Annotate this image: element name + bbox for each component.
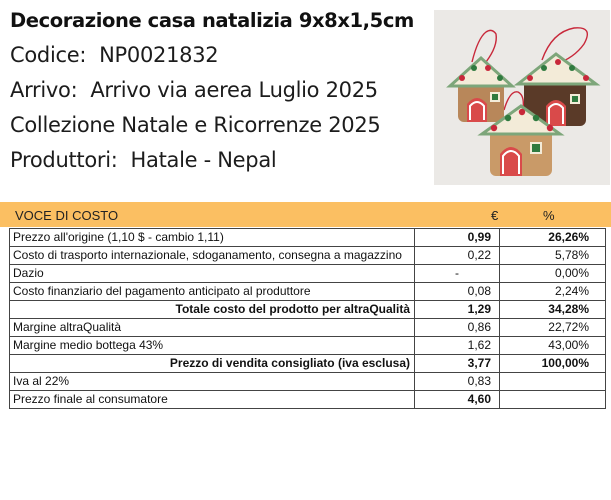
table-row bbox=[10, 247, 606, 265]
table-row bbox=[10, 283, 606, 301]
row-eur: 0,99 bbox=[415, 229, 500, 247]
cost-table bbox=[9, 228, 606, 409]
row-label: Dazio bbox=[10, 265, 415, 283]
code-value: NP0021832 bbox=[99, 43, 219, 67]
row-pct: 43,00% bbox=[500, 337, 606, 355]
product-photo bbox=[434, 10, 610, 185]
row-eur: 3,77 bbox=[415, 355, 500, 373]
table-header-band bbox=[0, 202, 611, 227]
row-label: Prezzo di vendita consigliato (iva esclusa) bbox=[10, 355, 415, 373]
row-label: Costo finanziario del pagamento anticipato al produttore bbox=[10, 283, 415, 301]
table-row bbox=[10, 229, 606, 247]
row-pct: 22,72% bbox=[500, 319, 606, 337]
header-voce: VOCE DI COSTO bbox=[15, 208, 119, 223]
row-eur: 0,08 bbox=[415, 283, 500, 301]
row-eur: 0,22 bbox=[415, 247, 500, 265]
header-pct: % bbox=[543, 208, 555, 223]
row-label: Prezzo all'origine (1,10 $ - cambio 1,11) bbox=[10, 229, 415, 247]
table-row-total-cost bbox=[10, 301, 606, 319]
row-pct bbox=[500, 373, 606, 391]
arrival-row bbox=[10, 78, 378, 102]
row-eur: - bbox=[415, 265, 500, 283]
row-label: Totale costo del prodotto per altraQualità bbox=[10, 301, 415, 319]
header-eur: € bbox=[491, 208, 499, 223]
row-pct bbox=[500, 391, 606, 409]
table-row bbox=[10, 265, 606, 283]
producers-row bbox=[10, 148, 276, 172]
row-label: Margine medio bottega 43% bbox=[10, 337, 415, 355]
row-pct: 5,78% bbox=[500, 247, 606, 265]
row-label: Iva al 22% bbox=[10, 373, 415, 391]
table-row bbox=[10, 337, 606, 355]
producers-label: Produttori: bbox=[10, 148, 118, 172]
row-label: Prezzo finale al consumatore bbox=[10, 391, 415, 409]
table-row-final-price bbox=[10, 391, 606, 409]
row-pct: 0,00% bbox=[500, 265, 606, 283]
arrival-label: Arrivo: bbox=[10, 78, 78, 102]
row-pct: 26,26% bbox=[500, 229, 606, 247]
row-eur: 0,83 bbox=[415, 373, 500, 391]
row-eur: 1,62 bbox=[415, 337, 500, 355]
row-pct: 2,24% bbox=[500, 283, 606, 301]
row-eur: 0,86 bbox=[415, 319, 500, 337]
row-pct: 34,28% bbox=[500, 301, 606, 319]
table-row bbox=[10, 373, 606, 391]
row-eur: 1,29 bbox=[415, 301, 500, 319]
code-row bbox=[10, 43, 218, 67]
code-label: Codice: bbox=[10, 43, 87, 67]
row-label: Costo di trasporto internazionale, sdoganamento, consegna a magazzino bbox=[10, 247, 415, 265]
row-pct: 100,00% bbox=[500, 355, 606, 373]
arrival-value: Arrivo via aerea Luglio 2025 bbox=[90, 78, 378, 102]
product-title: Decorazione casa natalizia 9x8x1,5cm bbox=[10, 9, 414, 32]
collection-text: Collezione Natale e Ricorrenze 2025 bbox=[10, 113, 381, 137]
row-eur: 4,60 bbox=[415, 391, 500, 409]
row-label: Margine altraQualità bbox=[10, 319, 415, 337]
table-row bbox=[10, 319, 606, 337]
table-row-suggested-price bbox=[10, 355, 606, 373]
producers-value: Hatale - Nepal bbox=[130, 148, 277, 172]
